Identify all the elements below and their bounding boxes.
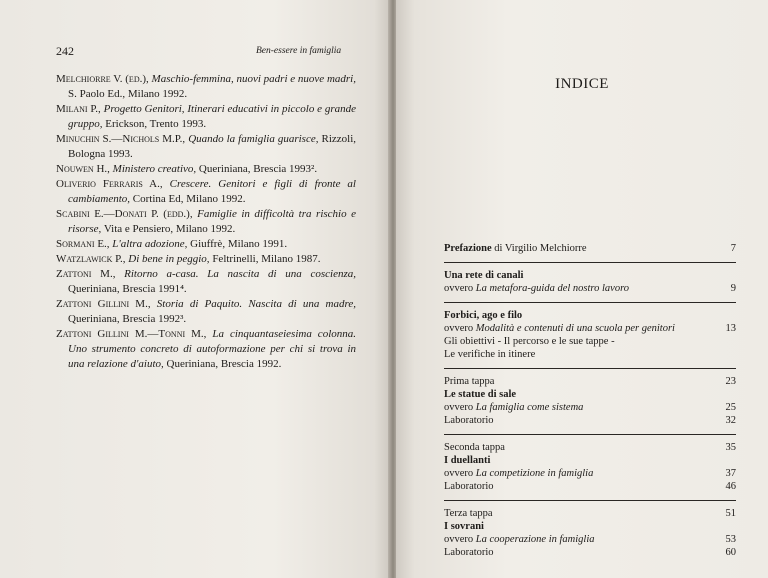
toc-chapter-subtitle: ovvero Modalità e contenuti di una scuola per genitori 13 (444, 323, 736, 334)
bibliography-entry: Oliverio Ferraris A., Crescere. Genitori e figli di fronte al cambiamento, Cortina Ed, Milano 1992. (56, 178, 356, 205)
toc-chapter-subtitle: ovvero La metafora-guida del nostro lavoro 9 (444, 283, 736, 294)
toc-divider (444, 302, 736, 303)
bibliography-entry: Watzlawick P., Di bene in peggio, Feltrinelli, Milano 1987. (56, 253, 321, 265)
toc-page-number: 7 (730, 243, 736, 254)
right-page (396, 0, 768, 578)
toc-page-number: 60 (725, 547, 736, 558)
toc-page-number: 35 (725, 442, 736, 453)
bibliography-entry: Melchiorre V. (ed.), Maschio-femmina, nuovi padri e nuove madri, S. Paolo Ed., Milano 1992. (56, 73, 356, 100)
toc-chapter-title: Le statue di sale (444, 389, 517, 400)
toc-divider (444, 262, 736, 263)
bibliography-entry: Zattoni Gillini M.—Tonni M., La cinquantaseiesima colonna. Uno strumento concreto di autoformazione per chi si trova in una relazione d'aiuto, Queriniana, Brescia 1992. (56, 328, 357, 370)
toc-detail-line: Le verifiche in itinere (444, 349, 536, 360)
toc-detail-line: Gli obiettivi - Il percorso e le sue tappe - (444, 336, 615, 347)
toc-chapter-title: I sovrani (444, 521, 484, 532)
toc-preface: Prefazione di Virgilio Melchiorre 7 (444, 243, 736, 254)
index-title: INDICE (555, 76, 609, 92)
toc-page-number: 53 (725, 534, 736, 545)
toc-chapter-title: Forbici, ago e filo (444, 310, 523, 321)
running-head: Ben-essere in famiglia (256, 46, 342, 56)
bibliography-entry: Scabini E.—Donati P. (edd.), Famiglie in difficoltà tra rischio e risorse, Vita e Pensiero, Milano 1992. (56, 208, 357, 235)
bibliography-entry: Zattoni Gillini M., Storia di Paquito. Nascita di una madre, Queriniana, Brescia 1992³. (56, 298, 357, 325)
toc-page-number: 51 (725, 508, 736, 519)
toc-chapter-title: Una rete di canali (444, 270, 524, 281)
toc-chapter-subtitle: ovvero La competizione in famiglia 37 (444, 468, 736, 479)
toc-page-number: 37 (725, 468, 736, 479)
toc-lab-line: Laboratorio 46 (444, 481, 736, 492)
toc-page-number: 32 (725, 415, 736, 426)
toc-chapter-subtitle: ovvero La cooperazione in famiglia 53 (444, 534, 736, 545)
toc-stage-label: Terza tappa 51 (444, 508, 736, 519)
bibliography-entry: Milani P., Progetto Genitori, Itinerari educativi in piccolo e grande gruppo, Erickson, Trento 1993. (56, 103, 357, 130)
bibliography-entry: Minuchin S.—Nichols M.P., Quando la famiglia guarisce, Rizzoli, Bologna 1993. (56, 133, 357, 160)
table-of-contents (444, 242, 736, 559)
toc-lab-line: Laboratorio 32 (444, 415, 736, 426)
toc-page-number: 23 (725, 376, 736, 387)
toc-divider (444, 500, 736, 501)
toc-page-number: 46 (725, 481, 736, 492)
bibliography-entry: Sormani E., L'altra adozione, Giuffrè, Milano 1991. (56, 238, 288, 250)
toc-lab-line: Laboratorio 60 (444, 547, 736, 558)
toc-divider (444, 368, 736, 369)
toc-chapter-title: I duellanti (444, 455, 491, 466)
page-number: 242 (56, 44, 74, 58)
toc-page-number: 13 (725, 323, 736, 334)
toc-stage-label: Seconda tappa 35 (444, 442, 736, 453)
bibliography-entry: Nouwen H., Ministero creativo, Queriniana, Brescia 1993². (56, 163, 318, 175)
toc-page-number: 25 (725, 402, 736, 413)
bibliography-entry: Zattoni M., Ritorno a-casa. La nascita di una coscienza, Queriniana, Brescia 1991⁴. (56, 268, 356, 295)
toc-chapter-subtitle: ovvero La famiglia come sistema 25 (444, 402, 736, 413)
bibliography (56, 72, 356, 372)
toc-divider (444, 434, 736, 435)
toc-stage-label: Prima tappa 23 (444, 376, 736, 387)
toc-page-number: 9 (730, 283, 736, 294)
